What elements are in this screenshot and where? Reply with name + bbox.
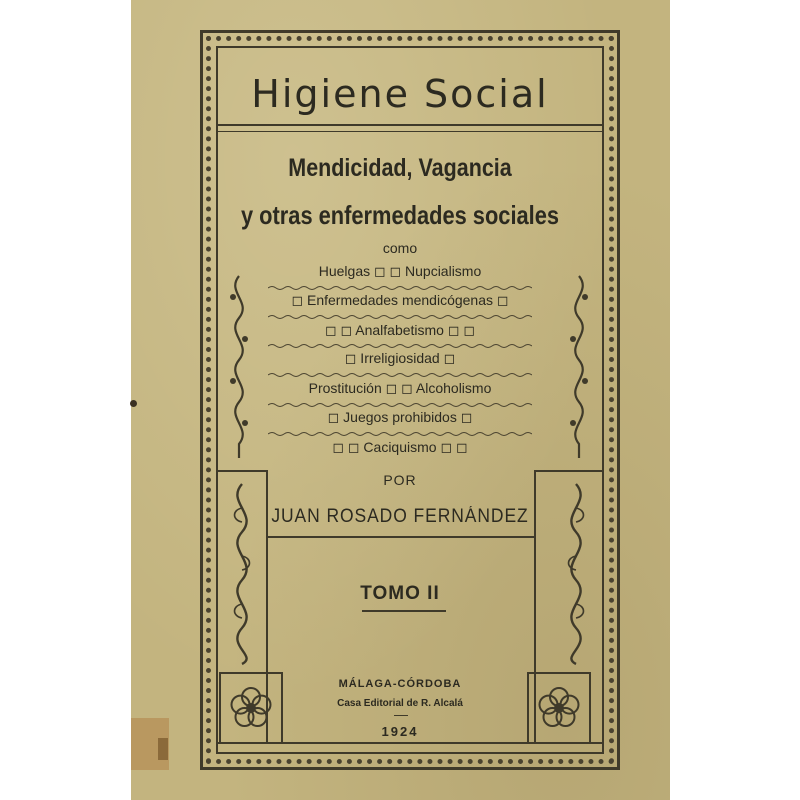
como-label: como (382, 240, 418, 256)
wavy-divider (268, 372, 532, 378)
publication-place: MÁLAGA-CÓRDOBA (338, 678, 462, 690)
topic-list-item: ◻ ◻ Caciquismo ◻ ◻ (332, 439, 468, 455)
topic-list-item: ◻ Enfermedades mendicógenas ◻ (291, 292, 509, 308)
topic-list-item: ◻ ◻ Analfabetismo ◻ ◻ (325, 322, 475, 338)
author-name: JUAN ROSADO FERNÁNDEZ (271, 506, 529, 527)
subtitle-line-1: Mendicidad, Vagancia (288, 154, 512, 182)
volume-label: TOMO II (360, 583, 440, 604)
publisher-name: Casa Editorial de R. Alcalá (337, 698, 463, 709)
title-rule-thin (216, 131, 604, 132)
topic-list-item: Prostitución ◻ ◻ Alcoholismo (308, 380, 492, 396)
topic-list-item: Huelgas ◻ ◻ Nupcialismo (318, 263, 482, 279)
subtitle-line-2: y otras enfermedades sociales (240, 200, 560, 230)
binding-hole (130, 400, 137, 407)
publication-year: 1924 (381, 724, 419, 739)
topic-list-item: ◻ Irreligiosidad ◻ (344, 350, 456, 366)
publisher-dash (394, 715, 408, 716)
wavy-divider (268, 343, 532, 349)
book-title: Higiene Social (251, 72, 549, 116)
volume-underline (362, 610, 446, 612)
author-rule (266, 536, 534, 538)
topic-list-item: ◻ Juegos prohibidos ◻ (327, 409, 473, 425)
inner-border (216, 46, 604, 754)
by-label: POR (383, 472, 417, 488)
wavy-divider (268, 314, 532, 320)
title-rule (216, 124, 604, 126)
wavy-divider (268, 285, 532, 291)
cover-tear-shadow (158, 738, 168, 760)
wavy-divider (268, 402, 532, 408)
wavy-divider (268, 431, 532, 437)
